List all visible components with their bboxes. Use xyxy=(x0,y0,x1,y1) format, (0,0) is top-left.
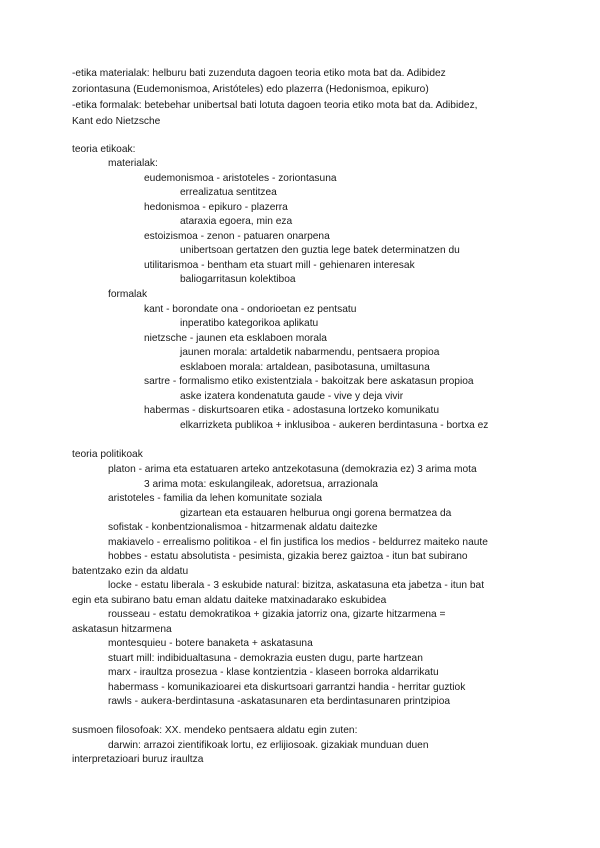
politics-line: rousseau - estatu demokratikoa + gizakia jatorriz ona, gizarte hitzarmena = xyxy=(108,609,446,620)
ethics-heading: teoria etikoak: xyxy=(72,144,136,155)
ethics-item: utilitarismoa - bentham eta stuart mill - gehienaren interesak xyxy=(144,260,415,271)
formalak-label: formalak xyxy=(108,289,148,300)
politics-line: locke - estatu liberala - 3 eskubide natural: bizitza, askatasuna eta jabetza - itun bat xyxy=(108,580,485,591)
ethics-item: hedonismoa - epikuro - plazerra xyxy=(144,202,288,213)
politics-heading: teoria politikoak xyxy=(72,449,143,460)
ethics-subitem: elkarrizketa publikoa + inklusiboa - aukeren berdintasuna - bortxa ez xyxy=(180,420,489,431)
politics-line: batentzako ezin da aldatu xyxy=(72,566,189,577)
politics-line: platon - arima eta estatuaren arteko antzekotasuna (demokrazia ez) 3 arima mota xyxy=(108,464,477,475)
ethics-item: kant - borondate ona - ondorioetan ez pentsatu xyxy=(144,304,357,315)
intro-line-3: -etika formalak: betebehar unibertsal bati lotuta dagoen teoria etiko mota bat da. Adibidez, xyxy=(72,100,478,111)
politics-line: hobbes - estatu absolutista - pesimista, gizakia berez gaiztoa - itun bat subirano xyxy=(108,551,468,562)
ethics-subitem: ataraxia egoera, min eza xyxy=(180,216,293,227)
suspicion-heading: susmoen filosofoak: XX. mendeko pentsaera aldatu egin zuten: xyxy=(72,725,358,736)
politics-line: sofistak - konbentzionalismoa - hitzarmenak aldatu daitezke xyxy=(108,522,378,533)
politics-line: stuart mill: indibidualtasuna - demokrazia eusten dugu, parte hartzean xyxy=(108,653,423,664)
materialak-label: materialak: xyxy=(108,158,158,169)
intro-line-4: Kant edo Nietzsche xyxy=(72,116,161,127)
ethics-subitem: unibertsoan gertatzen den guztia lege batek determinatzen du xyxy=(180,245,460,256)
ethics-subitem: esklaboen morala: artaldean, pasibotasuna, umiltasuna xyxy=(180,362,430,373)
ethics-item: sartre - formalismo etiko existentziala - bakoitzak bere askatasun propioa xyxy=(144,376,474,387)
ethics-item: estoizismoa - zenon - patuaren onarpena xyxy=(144,231,330,242)
ethics-item: eudemonismoa - aristoteles - zoriontasuna xyxy=(144,173,337,184)
ethics-subitem: aske izatera kondenatuta gaude - vive y deja vivir xyxy=(180,391,404,402)
politics-line: marx - iraultza prosezua - klase kontzientzia - klaseen borroka aldarrikatu xyxy=(108,667,439,678)
politics-line: egin eta subirano batu eman aldatu daiteke matxinadarako eskubidea xyxy=(72,595,387,606)
ethics-subitem: inperatibo kategorikoa aplikatu xyxy=(180,318,319,329)
politics-line: 3 arima mota: eskulangileak, adoretsua, arrazionala xyxy=(144,479,378,490)
intro-line-1: -etika materialak: helburu bati zuzenduta dagoen teoria etiko mota bat da. Adibidez xyxy=(72,68,446,79)
suspicion-line: darwin: arrazoi zientifikoak lortu, ez erlijiosoak. gizakiak munduan duen xyxy=(108,740,429,751)
politics-line: montesquieu - botere banaketa + askatasuna xyxy=(108,638,313,649)
intro-line-2: zoriontasuna (Eudemonismoa, Aristóteles) edo plazerra (Hedonismoa, epikuro) xyxy=(72,84,429,95)
politics-line: habermass - komunikazioarei eta diskurtsoari garrantzi handia - herritar guztiok xyxy=(108,682,466,693)
suspicion-line: interpretazioari buruz iraultza xyxy=(72,754,204,765)
politics-line: rawls - aukera-berdintasuna -askatasunaren eta berdintasunaren printzipioa xyxy=(108,696,451,707)
ethics-item: habermas - diskurtsoaren etika - adostasuna lortzeko komunikatu xyxy=(144,405,440,416)
politics-line: makiavelo - errealismo politikoa - el fin justifica los medios - beldurrez maiteko naute xyxy=(108,537,488,548)
ethics-subitem: jaunen morala: artaldetik nabarmendu, pentsaera propioa xyxy=(180,347,440,358)
ethics-subitem: baliogarritasun kolektiboa xyxy=(180,274,296,285)
politics-line: askatasun hitzarmena xyxy=(72,624,172,635)
ethics-item: nietzsche - jaunen eta esklaboen morala xyxy=(144,333,327,344)
politics-line: gizartean eta estauaren helburua ongi gorena bermatzea da xyxy=(180,508,452,519)
politics-line: aristoteles - familia da lehen komunitate soziala xyxy=(108,493,323,504)
ethics-subitem: errealizatua sentitzea xyxy=(180,187,277,198)
